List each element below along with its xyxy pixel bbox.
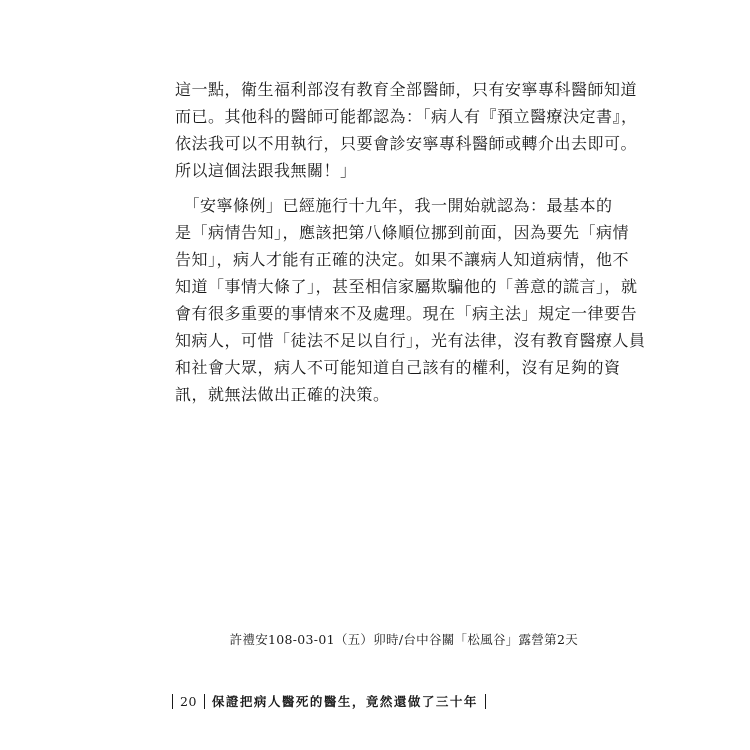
footer-divider — [485, 694, 486, 709]
paragraph — [175, 192, 646, 408]
text-line: 知病人，可惜「徒法不足以自行」，光有法律，沒有教育醫療人員 — [175, 331, 646, 350]
page-number: 20 — [180, 693, 197, 709]
text-line: 知道「事情大條了」，甚至相信家屬欺騙他的「善意的謊言」，就 — [175, 277, 638, 296]
author-signature: 許禮安108-03-01（五）卯時/台中谷關「松風谷」露營第2天 — [229, 632, 578, 647]
text-line: 會有很多重要的事情來不及處理。現在「病主法」規定一律要告 — [175, 304, 638, 323]
text-line: 這一點，衛生福利部沒有教育全部醫師，只有安寧專科醫師知道 — [175, 80, 638, 99]
footer-divider — [204, 694, 205, 709]
footer-divider — [172, 694, 173, 709]
page-footer — [172, 692, 486, 710]
book-title: 保證把病人醫死的醫生，竟然還做了三十年 — [211, 694, 478, 709]
text-line: 訊，就無法做出正確的決策。 — [175, 385, 390, 404]
text-line: 和社會大眾，病人不可能知道自己該有的權利，沒有足夠的資 — [175, 358, 621, 377]
text-line: 依法我可以不用執行，只要會診安寧專科醫師或轉介出去即可。 — [175, 134, 638, 153]
text-line: 「安寧條例」已經施行十九年，我一開始就認為：最基本的 — [175, 196, 613, 215]
text-line: 而已。其他科的醫師可能都認為：「病人有『預立醫療決定書』， — [175, 107, 638, 126]
text-line: 是「病情告知」，應該把第八條順位挪到前面，因為要先「病情 — [175, 223, 630, 242]
body-text — [175, 76, 646, 408]
paragraph — [175, 76, 638, 184]
text-line: 所以這個法跟我無關！」 — [175, 161, 357, 180]
text-line: 告知」，病人才能有正確的決定。如果不讓病人知道病情，他不 — [175, 250, 630, 269]
